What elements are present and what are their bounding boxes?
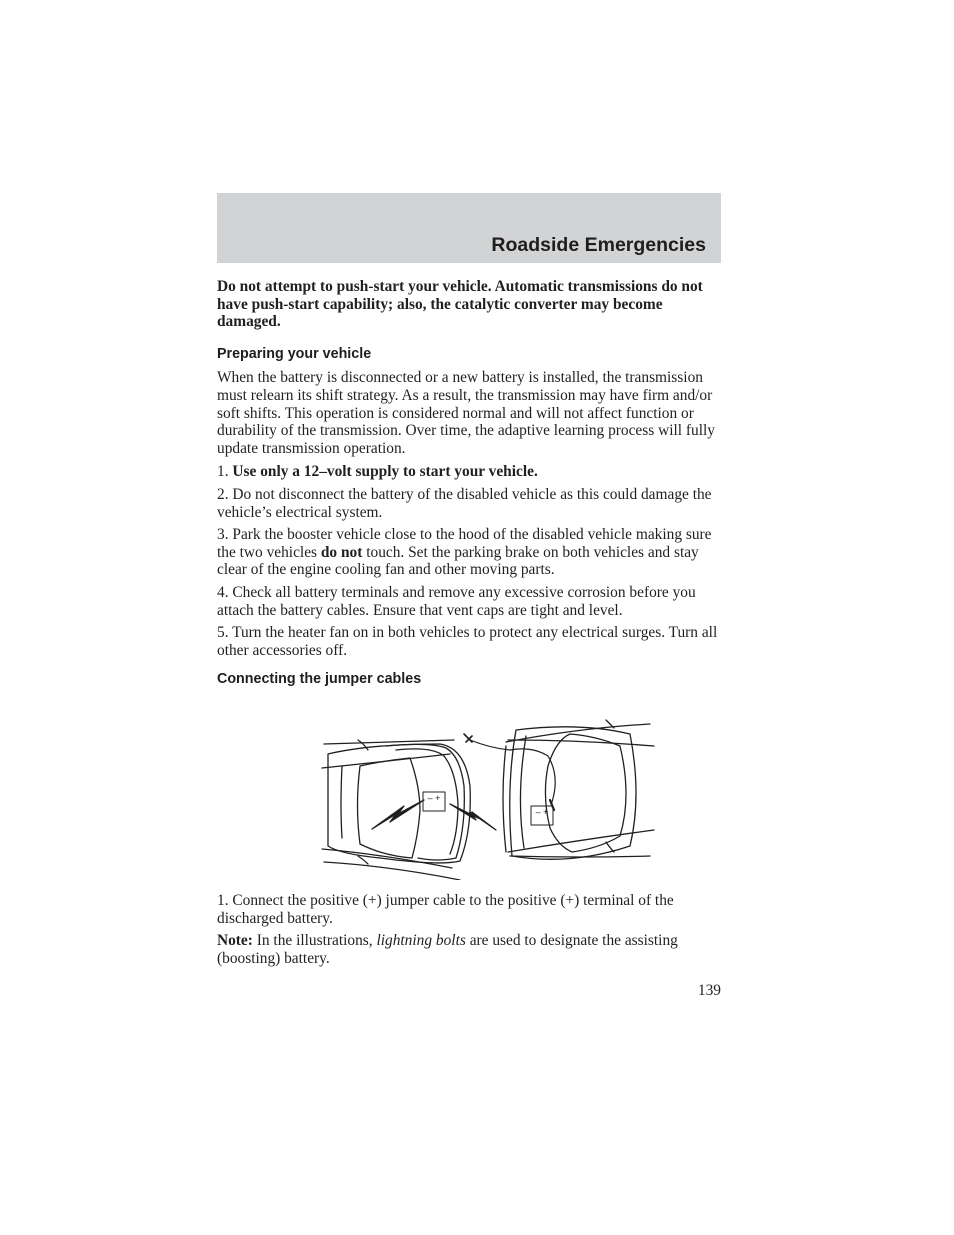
note-label: Note: — [217, 932, 253, 950]
step-1-text: Use only a 12–volt supply to start your vehicle. — [232, 463, 538, 481]
lightning-bolt-left-icon — [372, 800, 424, 829]
note-text-b: are used to designate the assisting (boosting) battery. — [217, 932, 678, 967]
page-content — [217, 278, 721, 689]
step-3-text-b: touch. Set the parking brake on both vehicles and stay clear of the engine cooling fan and other moving parts. — [217, 543, 699, 579]
heading-preparing-vehicle: Preparing your vehicle — [217, 345, 372, 362]
page-content-lower — [217, 892, 721, 967]
note — [217, 932, 721, 967]
booster-vehicle — [450, 720, 654, 859]
warning-text: Do not attempt to push-start your vehicle. Automatic transmissions do not have push-start capability; also, the catalytic converter may become damaged. — [217, 278, 703, 331]
step-3-emphasis: do not — [320, 543, 363, 561]
paragraph-intro: When the battery is disconnected or a new battery is installed, the transmission must relearn its shift strategy. As a result, the transmission may have firm and/or soft shifts. This operation is considered normal and will not affect function or durability of the transmission. Over time, the adaptive learning process will fully update transmission operation. — [217, 369, 715, 457]
heading-connecting-cables: Connecting the jumper cables — [217, 671, 422, 688]
section-title: Roadside Emergencies — [491, 234, 706, 256]
note-italic: lightning bolts — [376, 932, 466, 950]
jumper-cable-illustration — [320, 716, 656, 880]
step-3 — [217, 526, 721, 579]
battery-left-icon — [423, 792, 445, 811]
step-1-number: 1. — [217, 463, 229, 481]
disabled-vehicle — [322, 740, 470, 880]
step-2: 2. Do not disconnect the battery of the disabled vehicle as this could damage the vehicle’s electrical system. — [217, 485, 712, 521]
note-text-a: In the illustrations, — [256, 932, 373, 950]
step-4: 4. Check all battery terminals and remove any excessive corrosion before you attach the battery cables. Ensure that vent caps are tight and level. — [217, 583, 696, 619]
page-number: 139 — [697, 982, 721, 999]
section-header-band — [217, 193, 721, 263]
connect-step-1: 1. Connect the positive (+) jumper cable to the positive (+) terminal of the discharged battery. — [217, 892, 674, 927]
step-3-text-a: 3. Park the booster vehicle close to the hood of the disabled vehicle making sure the two vehicles — [217, 526, 712, 561]
battery-right-icon — [531, 806, 553, 825]
step-5: 5. Turn the heater fan on in both vehicles to protect any electrical surges. Turn all other accessories off. — [217, 624, 718, 659]
battery-left-terminals: – + — [427, 793, 441, 803]
battery-right-terminals: – + — [535, 807, 549, 817]
step-1 — [217, 463, 721, 481]
